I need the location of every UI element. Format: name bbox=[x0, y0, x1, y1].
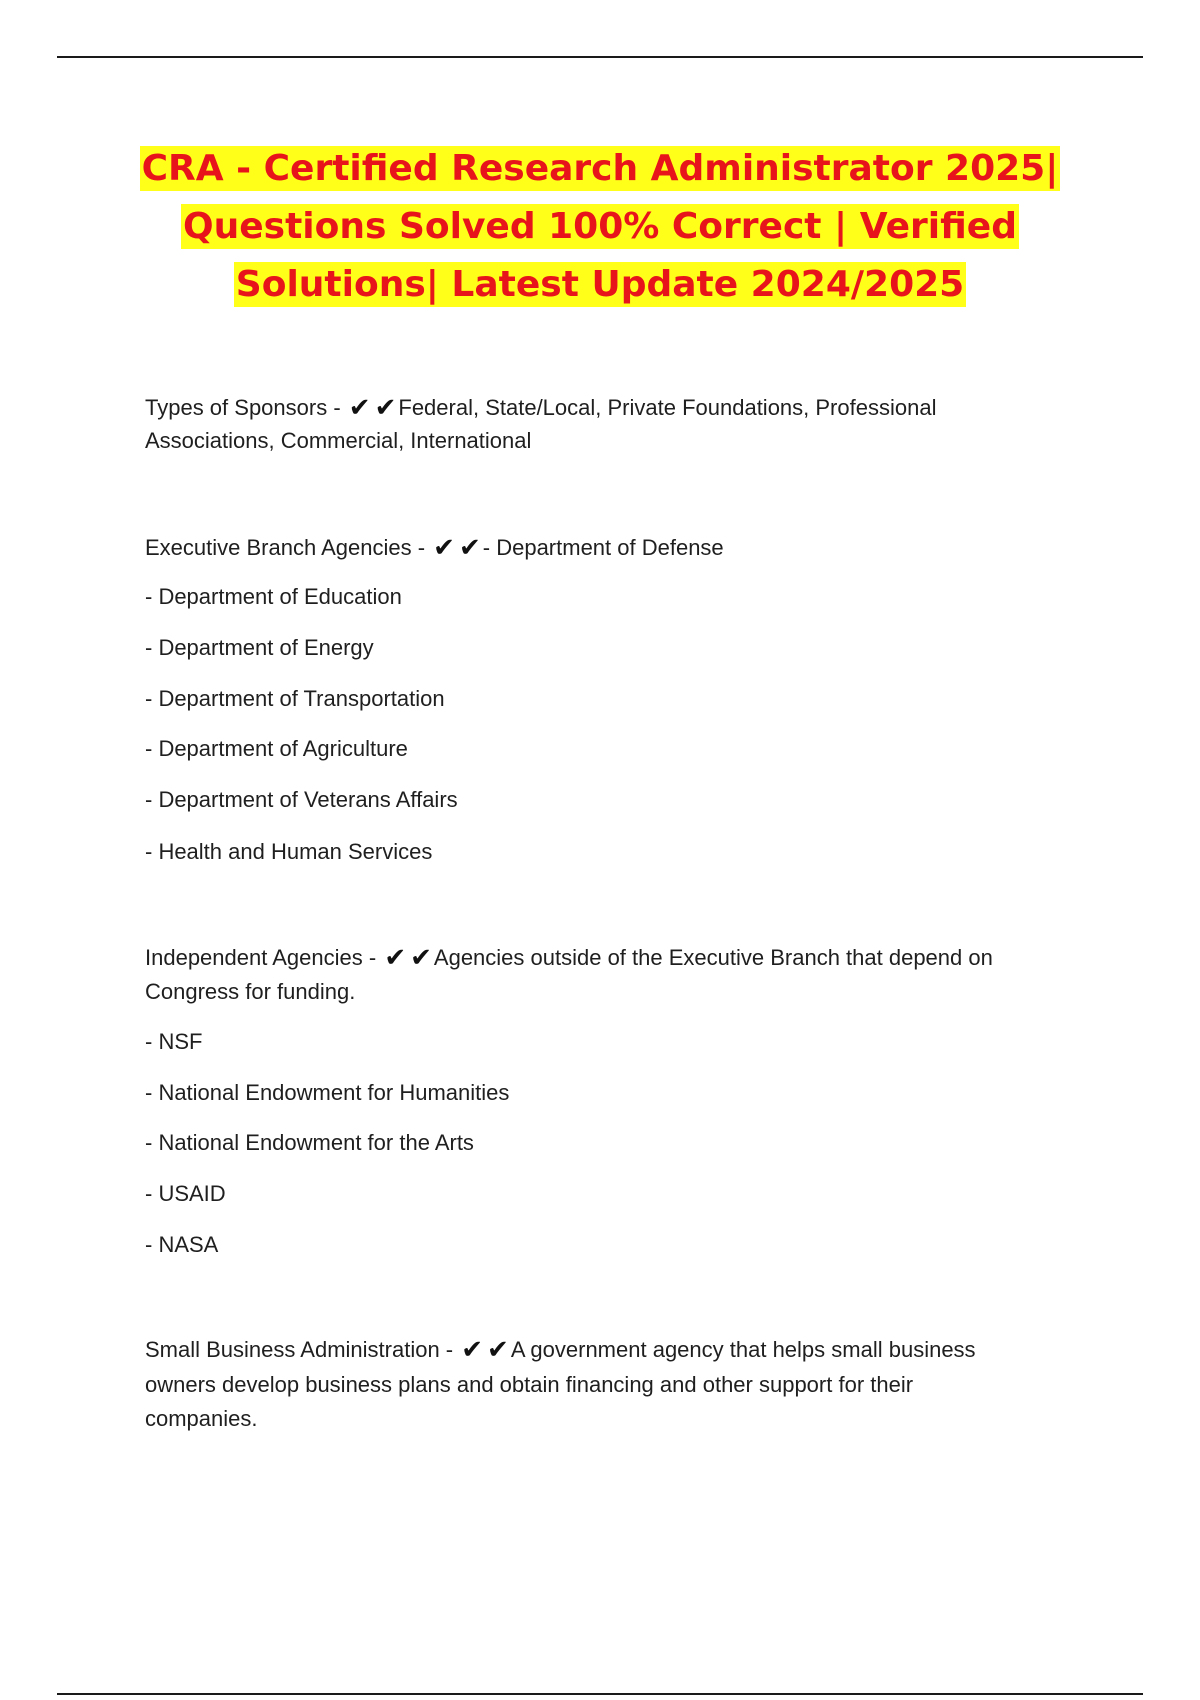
entry-answer: Federal, State/Local, Private Foundations, Professional bbox=[398, 395, 937, 420]
list-item: - Department of Agriculture bbox=[145, 736, 408, 761]
list-item: - Department of Education bbox=[145, 584, 402, 609]
check-icon: ✔ bbox=[384, 942, 407, 972]
list-item: - Department of Transportation bbox=[145, 686, 445, 711]
entry-term: Types of Sponsors - bbox=[145, 395, 341, 420]
list-item: - National Endowment for Humanities bbox=[145, 1080, 510, 1105]
check-icon: ✔ bbox=[348, 392, 371, 422]
check-icon: ✔ bbox=[410, 942, 432, 972]
list-item: - USAID bbox=[145, 1181, 226, 1206]
entry-answer-continued: Congress for funding. bbox=[145, 979, 356, 1004]
list-item: - NSF bbox=[145, 1029, 203, 1054]
bottom-rule bbox=[57, 1693, 1143, 1695]
entry-answer: A government agency that helps small business bbox=[510, 1337, 976, 1362]
list-item: - NASA bbox=[145, 1232, 219, 1257]
entry-term: Independent Agencies - bbox=[145, 945, 377, 970]
top-rule bbox=[57, 56, 1143, 58]
check-icon: ✔ bbox=[374, 392, 397, 422]
entry-term: Small Business Administration - bbox=[145, 1337, 454, 1362]
check-icon: ✔ bbox=[433, 532, 455, 562]
entry-answer-continued: owners develop business plans and obtain financing and other support for their bbox=[145, 1372, 914, 1397]
list-item: - Department of Veterans Affairs bbox=[145, 787, 458, 812]
check-icon: ✔ bbox=[458, 532, 481, 562]
entry-answer: - Department of Defense bbox=[482, 535, 724, 560]
list-item: - Health and Human Services bbox=[145, 839, 433, 864]
list-item: - Department of Energy bbox=[145, 635, 374, 660]
check-icon: ✔ bbox=[487, 1334, 509, 1364]
entry-term: Executive Branch Agencies - bbox=[145, 535, 426, 560]
title-line-1: CRA - Certified Research Administrator 2025| bbox=[141, 148, 1059, 189]
document-title bbox=[100, 140, 1100, 314]
title-line-3: Solutions| Latest Update 2024/2025 bbox=[235, 264, 965, 305]
list-item: - National Endowment for the Arts bbox=[145, 1130, 474, 1155]
title-line-2: Questions Solved 100% Correct | Verified bbox=[183, 206, 1017, 247]
entry-answer-continued: companies. bbox=[145, 1406, 258, 1431]
entry-answer-continued: Associations, Commercial, International bbox=[145, 428, 532, 453]
entry-answer: Agencies outside of the Executive Branch that depend on bbox=[433, 945, 993, 970]
check-icon: ✔ bbox=[461, 1334, 484, 1364]
